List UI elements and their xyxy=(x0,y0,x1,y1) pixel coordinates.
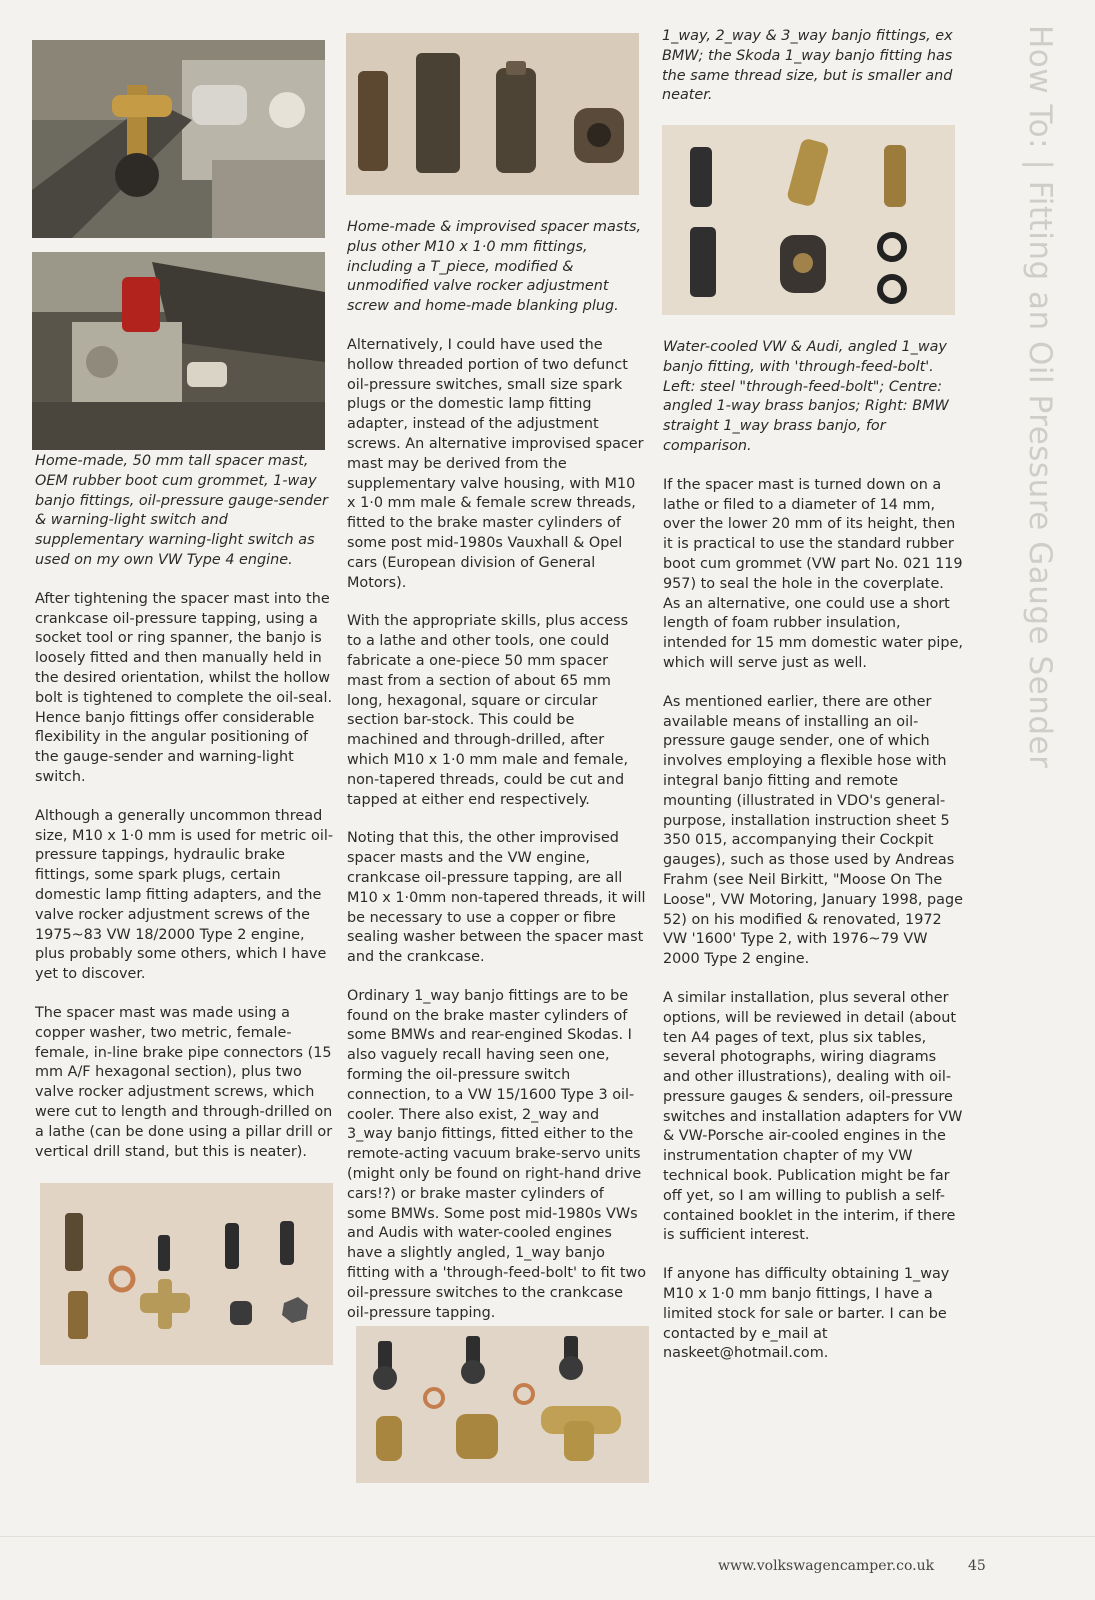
paragraph: A similar installation, plus several other options, will be reviewed in detail (about ten A4 pages of text, plus six tables, several photographs, wiring diagrams and other illustrations), dealing with oil-pressure gauges & senders, oil-pressure switches and installation adapters for VW & VW-Porsche air-cooled engines in the instrumentation chapter of my VW technical book. Publication might be far off yet, so I am willing to publish a self-contained booklet in the interim, if there is sufficient interest. xyxy=(663,989,963,1244)
side-title-text: How To: | Fitting an Oil Pressure Gauge Sender xyxy=(1022,25,1058,769)
spacer-masts-photo xyxy=(346,33,639,195)
fittings-photo xyxy=(40,1183,333,1365)
paragraph: If the spacer mast is turned down on a lathe or filed to a diameter of 14 mm, over the lower 20 mm of its height, then it is practical to use the standard rubber boot cum grommet (VW part No. 021 119 957) to seal the hole in the coverplate. As an alternative, one could use a short length of foam rubber insulation, intended for 15 mm domestic water pipe, which will serve just as well. xyxy=(663,476,963,671)
photo-caption: Home-made & improvised spacer masts, plus other M10 x 1·0 mm fittings, including a T_piece, modified & unmodified valve rocker adjustment screw and home-made blanking plug. xyxy=(347,219,642,315)
engine-photo-top xyxy=(32,40,325,238)
banjo-fittings-photo xyxy=(356,1326,649,1483)
photo-caption: Home-made, 50 mm tall spacer mast, OEM rubber boot cum grommet, 1-way banjo fittings, oil-pressure gauge-sender & warning-light switch and supplementary warning-light switch as used on my own VW Type 4 engine. xyxy=(35,453,328,568)
paragraph: After tightening the spacer mast into the crankcase oil-pressure tapping, using a socket tool or ring spanner, the banjo is loosely fitted and then manually held in the desired orientation, whilst the hollow bolt is tightened to complete the oil-seal. Hence banjo fittings offer considerable flexibility in the angular positioning of the gauge-sender and warning-light switch. xyxy=(35,590,333,785)
page-number: 45 xyxy=(968,1558,986,1574)
paragraph: With the appropriate skills, plus access to a lathe and other tools, one could fabricate a one-piece 50 mm spacer mast from a section of about 65 mm long, hexagonal, square or circular section bar-stock. This could be machined and through-drilled, after which M10 x 1·0 mm male and female, non-tapered threads, could be cut and tapped at either end respectively. xyxy=(347,613,629,808)
photo-caption: 1_way, 2_way & 3_way banjo fittings, ex BMW; the Skoda 1_way banjo fitting has the same thread size, but is smaller and neater. xyxy=(662,28,953,104)
engine-photo-distributor xyxy=(32,252,325,450)
column-3-text xyxy=(663,338,965,1383)
column-1-text xyxy=(35,452,335,1181)
footer-divider xyxy=(0,1536,1095,1537)
paragraph: As mentioned earlier, there are other available means of installing an oil-pressure gauge sender, one of which involves employing a flexible hose with integral banjo fitting and remote mounting (illustrated in VDO's general-purpose, installation instruction sheet 5 350 015, accompanying their Cockpit gauges), such as those used by Andreas Frahm (see Neil Birkitt, "Moose On The Loose", VW Motoring, January 1998, page 52) on his modified & renovated, 1972 VW '1600' Type 2, with 1976~79 VW 2000 Type 2 engine. xyxy=(663,693,963,968)
paragraph: If anyone has difficulty obtaining 1_way M10 x 1·0 mm banjo fittings, I have a limited stock for sale or barter. I can be contacted by e_mail at naskeet@hotmail.com. xyxy=(663,1266,950,1362)
paragraph: Alternatively, I could have used the hollow threaded portion of two defunct oil-pressure switches, small size spark plugs or the domestic lamp fitting adapter, instead of the adjustment screws. An alternative improvised spacer mast may be derived from the supplementary valve housing, with M10 x 1·0 mm male & female screw threads, fitted to the brake master cylinders of some post mid-1980s Vauxhall & Opel cars (European division of General Motors). xyxy=(347,336,644,591)
section-side-title xyxy=(1010,25,1070,875)
paragraph: Although a generally uncommon thread size, M10 x 1·0 mm is used for metric oil-pressure tappings, hydraulic brake fittings, some spark plugs, certain domestic lamp fitting adapters, and the valve rocker adjustment screws of the 1975~83 VW 18/2000 Type 2 engine, plus probably some others, which I have yet to discover. xyxy=(35,807,334,983)
angled-banjo-photo xyxy=(662,125,955,315)
photo-caption: Water-cooled VW & Audi, angled 1_way banjo fitting, with 'through-feed-bolt'. Left: steel "through-feed-bolt"; Centre: angled 1-way brass banjos; Right: BMW straight 1_way brass banjo, for comparison. xyxy=(663,339,949,454)
column-2-text xyxy=(347,218,647,1342)
column-3-caption-top xyxy=(662,27,962,125)
footer-website: www.volkswagencamper.co.uk xyxy=(718,1558,935,1574)
paragraph: Noting that this, the other improvised spacer masts and the VW engine, crankcase oil-pressure tapping, are all M10 x 1·0mm non-tapered threads, it will be necessary to use a copper or fibre sealing washer between the spacer mast and the crankcase. xyxy=(347,830,646,966)
paragraph: The spacer mast was made using a copper washer, two metric, female-female, in-line brake pipe connectors (15 mm A/F hexagonal section), plus two valve rocker adjustment screws, which were cut to length and through-drilled on a lathe (can be done using a pillar drill or vertical drill stand, but this is neater). xyxy=(35,1004,333,1160)
paragraph: Ordinary 1_way banjo fittings are to be found on the brake master cylinders of some BMWs and rear-engined Skodas. I also vaguely recall having seen one, forming the oil-pressure switch connection, to a VW 15/1600 Type 3 oil-cooler. There also exist, 2_way and 3_way banjo fittings, fitted either to the remote-acting vacuum brake-servo units (might only be found on right-hand drive cars!?) or brake master cylinders of some BMWs. Some post mid-1980s VWs and Audis with water-cooled engines have a slightly angled, 1_way banjo fitting with a 'through-feed-bolt' to fit two oil-pressure switches to the crankcase oil-pressure tapping. xyxy=(347,987,647,1321)
